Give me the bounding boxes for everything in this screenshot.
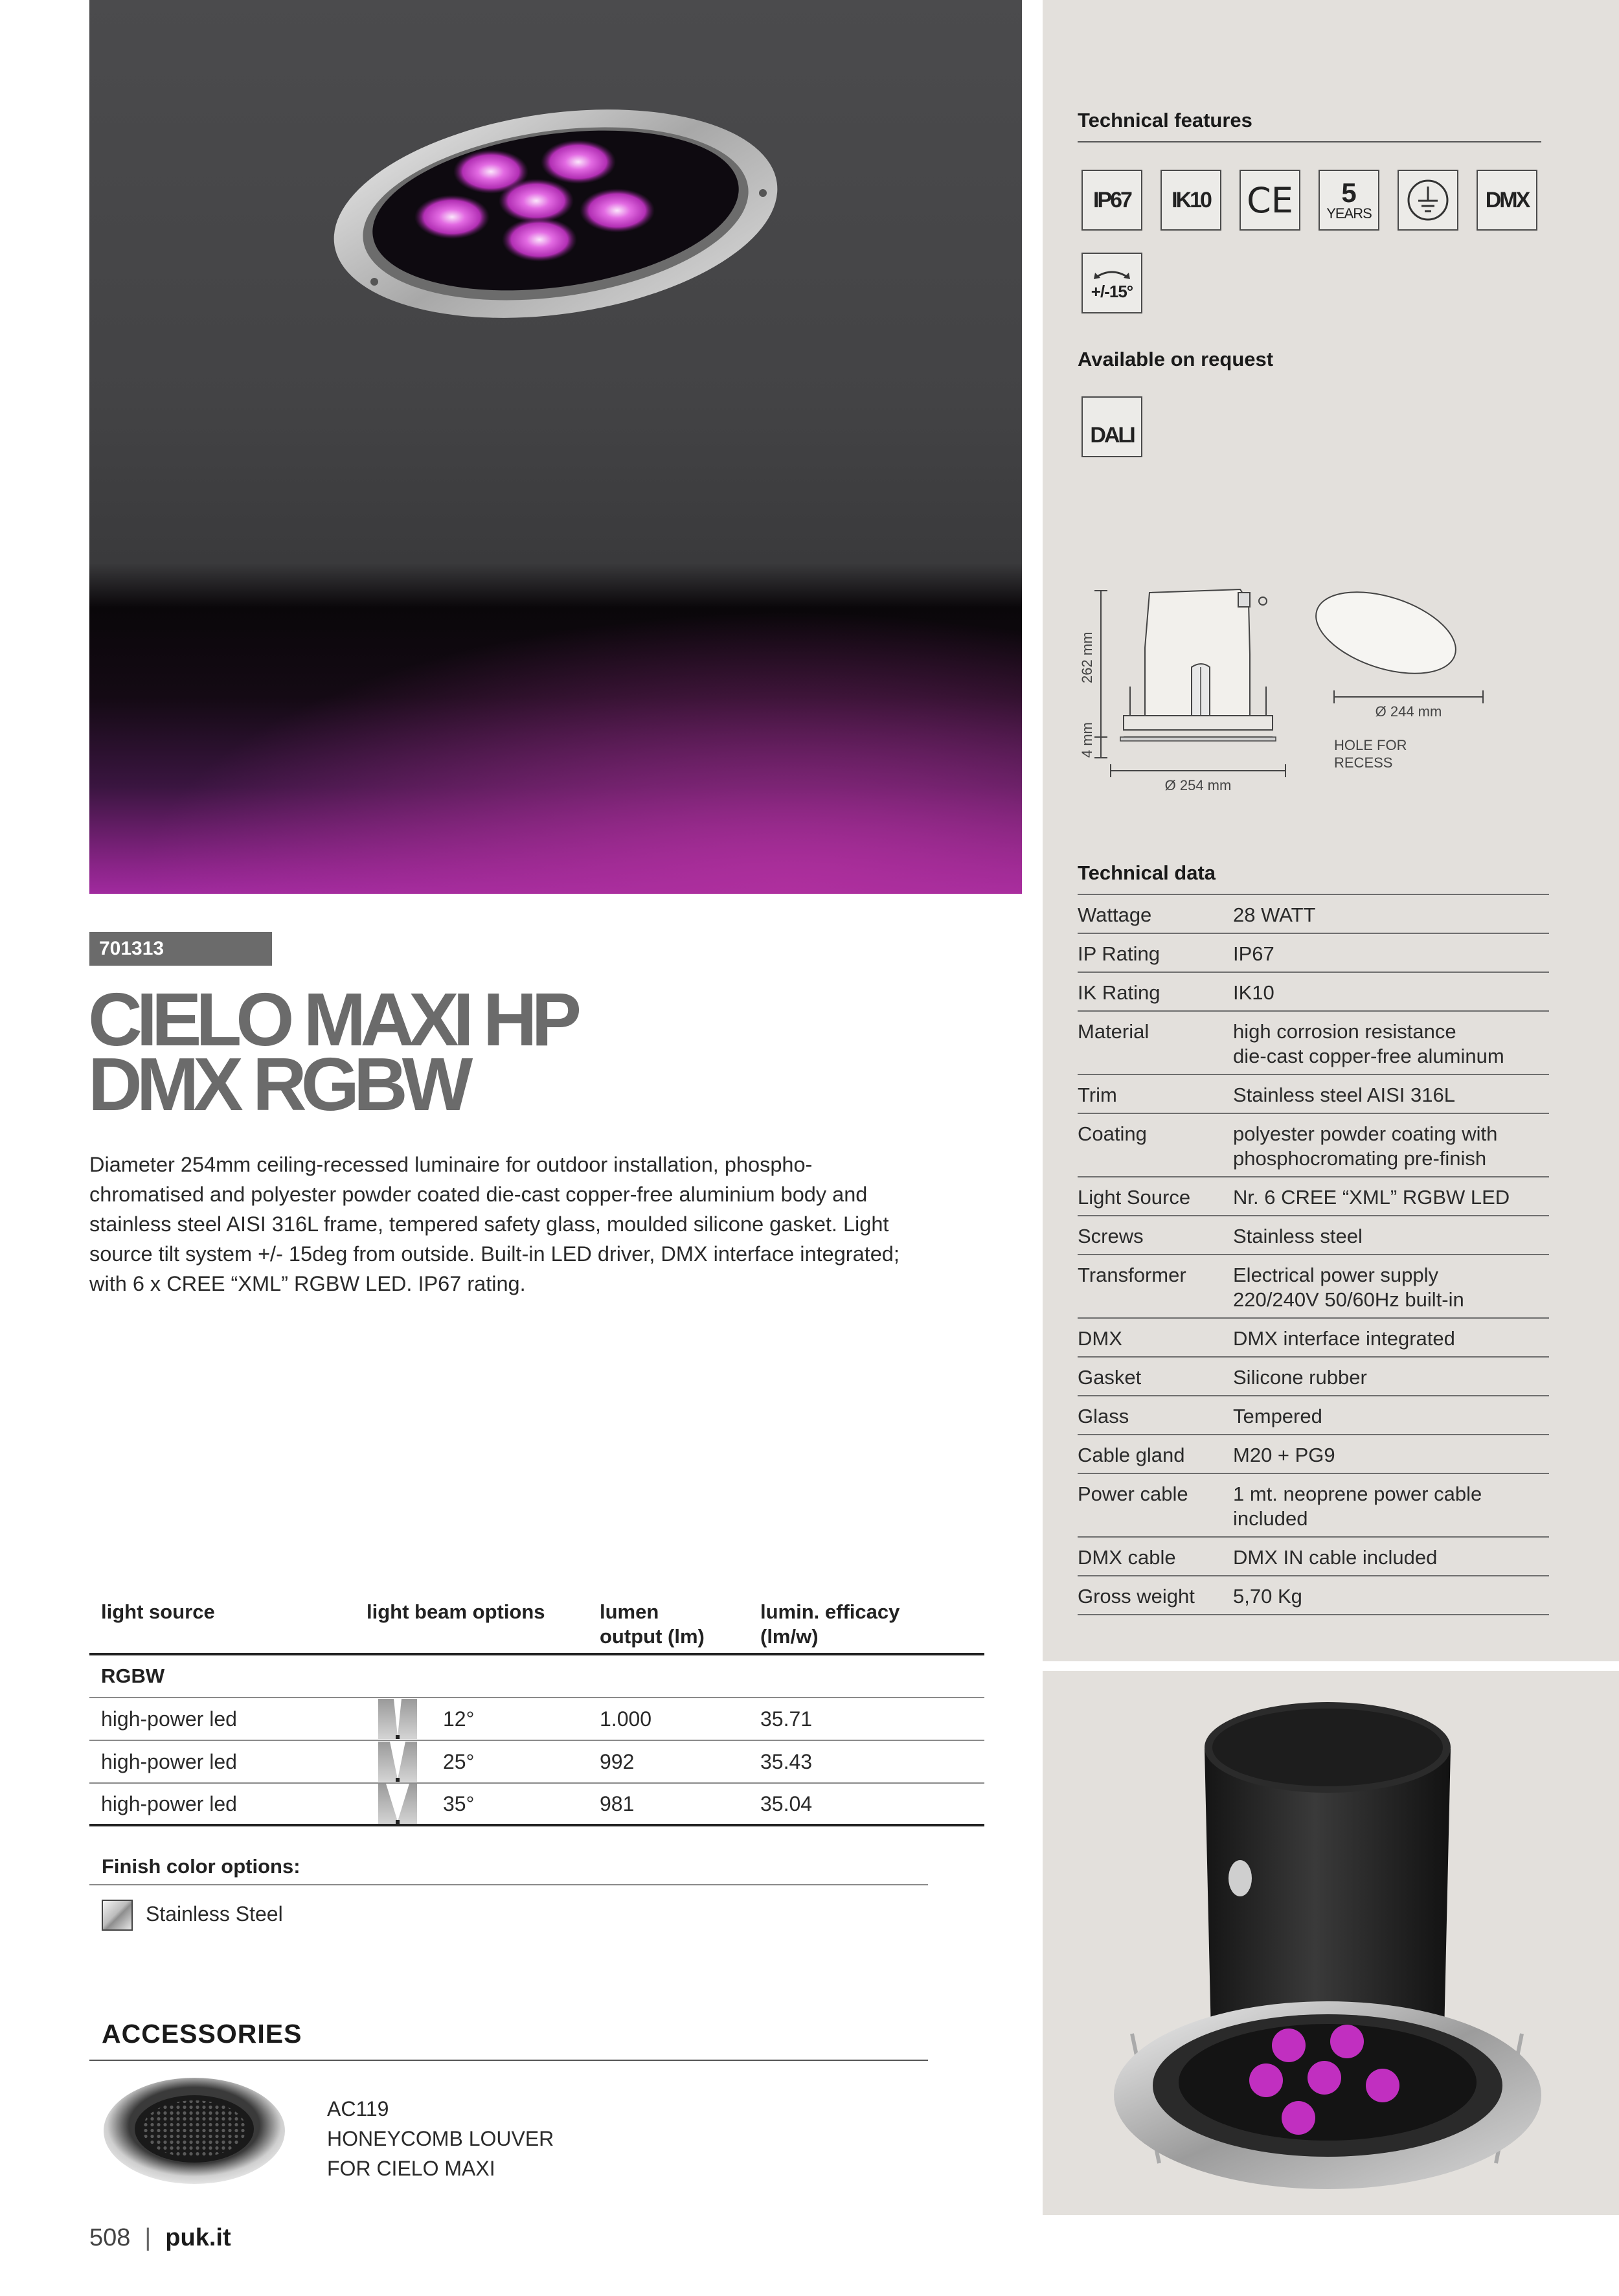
technical-data-label: Gasket	[1078, 1366, 1142, 1389]
technical-data-row	[1078, 934, 1549, 973]
accessory-description	[327, 2094, 554, 2183]
header-lumen-output: lumen output (lm)	[600, 1600, 705, 1648]
tilt-arrow-icon	[1091, 265, 1133, 282]
technical-data-label: Trim	[1078, 1084, 1117, 1106]
technical-data-label: DMX	[1078, 1327, 1122, 1350]
technical-data-value: DMX interface integrated	[1233, 1327, 1455, 1350]
cell-efficacy: 35.04	[760, 1791, 813, 1815]
technical-data-value: M20 + PG9	[1233, 1444, 1335, 1466]
technical-data-row	[1078, 1538, 1549, 1576]
technical-data-value: 5,70 Kg	[1233, 1585, 1302, 1608]
technical-data-table	[1078, 894, 1549, 1615]
cell-beam	[367, 1742, 600, 1782]
technical-data-value: IP67	[1233, 942, 1274, 965]
page-number: 508	[89, 2224, 131, 2251]
product-title	[88, 977, 576, 1126]
accessories-heading: ACCESSORIES	[102, 2019, 302, 2049]
technical-data-row	[1078, 1012, 1549, 1075]
honeycomb-louver-image	[97, 2069, 291, 2192]
divider	[89, 2060, 928, 2061]
technical-data-value: polyester powder coating with phosphocromating pre-finish	[1233, 1122, 1498, 1170]
technical-data-row	[1078, 1576, 1549, 1615]
technical-data-label: Transformer	[1078, 1264, 1186, 1286]
technical-data-value: Stainless steel	[1233, 1225, 1363, 1247]
technical-data-row	[1078, 1358, 1549, 1396]
product-title-line1: CIELO MAXI HP	[88, 977, 576, 1062]
technical-data-row	[1078, 894, 1549, 934]
technical-data-row	[1078, 1474, 1549, 1538]
technical-data-label: Cable gland	[1078, 1444, 1185, 1466]
ip67-icon: IP67	[1081, 170, 1142, 231]
product-photo	[1043, 1671, 1619, 2215]
footer-separator: |	[144, 2224, 152, 2251]
header-beam-options: light beam options	[367, 1600, 545, 1623]
technical-data-value: Tempered	[1233, 1405, 1322, 1427]
technical-data-value: Stainless steel AISI 316L	[1233, 1084, 1455, 1106]
dmx-icon: DMX	[1477, 170, 1537, 231]
tilt-icon: +/-15°	[1081, 253, 1142, 313]
cell-efficacy: 35.43	[760, 1749, 813, 1773]
technical-data-row	[1078, 1319, 1549, 1358]
ceiling-luminaire-illustration	[89, 0, 1022, 894]
available-on-request-heading: Available on request	[1078, 348, 1274, 370]
frame-dimension: 4 mm	[1079, 722, 1095, 758]
technical-data-label: DMX cable	[1078, 1546, 1176, 1569]
technical-data-label: Screws	[1078, 1225, 1144, 1247]
beam-angle: 35°	[443, 1791, 475, 1815]
five-years-warranty-icon: 5 YEARS	[1319, 170, 1379, 231]
table-row	[89, 1698, 984, 1741]
earth-ground-icon	[1398, 170, 1458, 231]
cell-lumen: 981	[600, 1791, 635, 1815]
light-source-table	[89, 1593, 984, 1826]
light-beam-icon	[378, 1784, 417, 1824]
technical-data-label: Material	[1078, 1020, 1149, 1043]
technical-data-value: Silicone rubber	[1233, 1366, 1367, 1389]
technical-data-label: IK Rating	[1078, 981, 1160, 1004]
light-beam-icon	[378, 1699, 417, 1739]
dali-icon: DALI	[1081, 396, 1142, 457]
technical-data-row	[1078, 1435, 1549, 1474]
table-header	[89, 1593, 984, 1655]
finish-option-label: Stainless Steel	[146, 1902, 283, 1926]
technical-data-heading: Technical data	[1078, 861, 1216, 884]
product-code-badge: 701313	[89, 932, 272, 966]
cell-light-source: high-power led	[101, 1707, 237, 1731]
divider	[1078, 141, 1541, 142]
product-description: Diameter 254mm ceiling-recessed luminaire for outdoor installation, phospho-chromatised and polyester powder coated die-cast copper-free aluminium body and stainless steel AISI 316L frame, tempered safety glass, moulded silicone gasket. Light source tilt system +/- 15deg from outside. Built-in LED driver, DMX interface integrated; with 6 x CREE “XML” RGBW LED. IP67 rating.	[89, 1153, 900, 1295]
finish-heading: Finish color options:	[102, 1855, 300, 1878]
technical-data-value: high corrosion resistance die-cast copper-free aluminum	[1233, 1020, 1504, 1067]
technical-data-row	[1078, 1396, 1549, 1435]
header-light-source: light source	[101, 1600, 215, 1623]
ce-mark-icon: CE	[1240, 170, 1300, 231]
table-row	[89, 1741, 984, 1784]
technical-data-label: Power cable	[1078, 1483, 1188, 1505]
technical-data-label: Glass	[1078, 1405, 1129, 1427]
technical-data-value: Electrical power supply 220/240V 50/60Hz built-in	[1233, 1264, 1464, 1311]
technical-data-label: Light Source	[1078, 1186, 1191, 1209]
product-title-line2: DMX RGBW	[88, 1042, 468, 1126]
page-footer	[89, 2224, 231, 2252]
technical-data-label: IP Rating	[1078, 942, 1160, 965]
website-link[interactable]: puk.it	[165, 2224, 231, 2251]
technical-data-label: Gross weight	[1078, 1585, 1195, 1608]
cell-beam	[367, 1784, 600, 1824]
technical-data-label: Coating	[1078, 1122, 1147, 1145]
technical-data-value: 1 mt. neoprene power cable included	[1233, 1483, 1482, 1530]
hole-label-line2: RECESS	[1334, 755, 1393, 771]
technical-data-row	[1078, 1114, 1549, 1177]
cell-lumen: 992	[600, 1749, 635, 1773]
beam-angle: 12°	[443, 1707, 475, 1731]
recessed-luminaire-illustration	[1043, 1671, 1619, 2215]
hero-product-photo	[89, 0, 1022, 894]
accessory-code: AC119	[327, 2097, 389, 2120]
dimension-drawing	[1069, 570, 1522, 803]
technical-data-row	[1078, 1216, 1549, 1255]
technical-data-row	[1078, 1075, 1549, 1114]
accessory-line2: FOR CIELO MAXI	[327, 2157, 495, 2180]
technical-data-value: DMX IN cable included	[1233, 1546, 1438, 1569]
hole-label-line1: HOLE FOR	[1334, 737, 1407, 753]
hole-diameter-dimension: Ø 244 mm	[1375, 703, 1442, 720]
divider	[89, 1884, 928, 1885]
cell-light-source: high-power led	[101, 1749, 237, 1773]
diameter-dimension: Ø 254 mm	[1164, 777, 1232, 793]
technical-data-label: Wattage	[1078, 904, 1152, 926]
cell-efficacy: 35.71	[760, 1707, 813, 1731]
ik10-icon: IK10	[1160, 170, 1221, 231]
technical-data-value: Nr. 6 CREE “XML” RGBW LED	[1233, 1186, 1510, 1209]
beam-angle: 25°	[443, 1749, 475, 1773]
cell-lumen: 1.000	[600, 1707, 652, 1731]
technical-data-value: 28 WATT	[1233, 904, 1316, 926]
height-dimension: 262 mm	[1079, 631, 1095, 683]
technical-data-value: IK10	[1233, 981, 1274, 1004]
cell-beam	[367, 1699, 600, 1739]
accessory-line1: HONEYCOMB LOUVER	[327, 2127, 554, 2150]
header-lumin-efficacy: lumin. efficacy (lm/w)	[760, 1600, 900, 1648]
light-beam-icon	[378, 1742, 417, 1782]
table-group-label: RGBW	[89, 1655, 984, 1698]
technical-data-row	[1078, 973, 1549, 1012]
technical-features-heading: Technical features	[1078, 109, 1252, 131]
table-row	[89, 1784, 984, 1826]
technical-data-row	[1078, 1177, 1549, 1216]
cell-light-source: high-power led	[101, 1791, 237, 1815]
stainless-steel-swatch[interactable]	[102, 1900, 133, 1931]
technical-data-row	[1078, 1255, 1549, 1319]
